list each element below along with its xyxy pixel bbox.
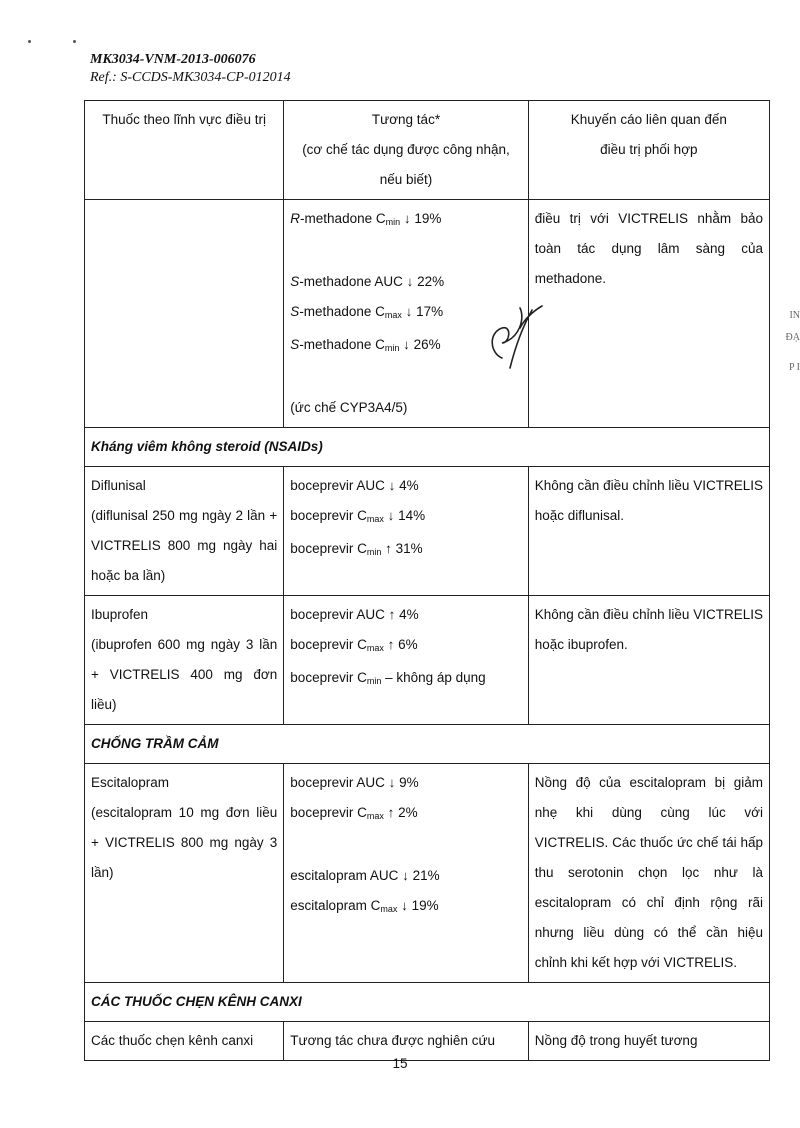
ccb-drug-cell: Các thuốc chẹn kênh canxi (85, 1022, 284, 1061)
escitalopram-drug-cell: Escitalopram (escitalopram 10 mg đơn liều + VICTRELIS 800 mg ngày 3 lần) (85, 764, 284, 983)
diflunisal-recommendation: Không cần điều chỉnh liều VICTRELIS hoặc diflunisal. (528, 467, 769, 596)
section-row-nsaids: Kháng viêm không steroid (NSAIDs) (85, 428, 770, 467)
escitalopram-recommendation: Nồng độ của escitalopram bị giảm nhẹ khi dùng cùng lúc với VICTRELIS. Các thuốc ức chế tái hấp thu serotonin chọn lọc như là escitalopram có chỉ định rộng rãi nhưng liều dùng có thể cần hiệu chỉnh khi kết hợp với VICTRELIS. (528, 764, 769, 983)
methadone-s-cmin: S-methadone $C_{min}$ ↓ 26% (290, 337, 441, 353)
scan-dot (28, 40, 31, 43)
table-header-row (85, 101, 770, 200)
methadone-r-cmin: R-methadone $C_{min}$ ↓ 19% (290, 211, 442, 227)
header-interaction: Tương tác* (cơ chế tác dụng được công nhận, nếu biết) (284, 101, 528, 200)
edge-mark: P I (788, 362, 800, 373)
table-row (85, 467, 770, 596)
methadone-s-cmax: S-methadone $C_{max}$ ↓ 17% (290, 304, 444, 320)
ccb-interaction-cell: Tương tác chưa được nghiên cứu (284, 1022, 528, 1061)
edge-mark: ĐẠ (785, 332, 800, 343)
diflunisal-drug-cell: Diflunisal (diflunisal 250 mg ngày 2 lần + VICTRELIS 800 mg ngày hai hoặc ba lần) (85, 467, 284, 596)
scan-dot (73, 40, 76, 43)
table-row (85, 764, 770, 983)
table-row (85, 596, 770, 725)
methadone-drug-cell (85, 200, 284, 428)
diflunisal-interaction-cell: boceprevir AUC ↓ 4% boceprevir $C_{max}$ ↓ 14% boceprevir $C_{min}$ ↑ 31% (284, 467, 528, 596)
methadone-recommendation: điều trị với VICTRELIS nhằm bảo toàn tác dụng lâm sàng của methadone. (528, 200, 769, 428)
interaction-table (84, 100, 770, 1061)
header-recommendation: Khuyến cáo liên quan đến điều trị phối hợp (528, 101, 769, 200)
document-code: MK3034-VNM-2013-006076 (90, 52, 256, 67)
ibuprofen-drug-cell: Ibuprofen (ibuprofen 600 mg ngày 3 lần + VICTRELIS 400 mg đơn liều) (85, 596, 284, 725)
section-row-ccb: CÁC THUỐC CHẸN KÊNH CANXI (85, 983, 770, 1022)
reference-code: Ref.: S-CCDS-MK3034-CP-012014 (90, 70, 291, 85)
escitalopram-interaction-cell: boceprevir AUC ↓ 9% boceprevir $C_{max}$ ↑ 2% escitalopram AUC ↓ 21% escitalopram $C_{max}$ ↓ 19% (284, 764, 528, 983)
header-drug-class: Thuốc theo lĩnh vực điều trị (85, 101, 284, 200)
handwritten-signature (480, 298, 550, 373)
methadone-s-auc: S-methadone AUC ↓ 22% (290, 274, 445, 289)
methadone-mechanism: (ức chế CYP3A4/5) (290, 400, 408, 415)
page-number: 15 (392, 1056, 408, 1071)
ibuprofen-interaction-cell: boceprevir AUC ↑ 4% boceprevir $C_{max}$ ↑ 6% boceprevir $C_{min}$ – không áp dụng (284, 596, 528, 725)
ccb-recommendation: Nồng độ trong huyết tương (528, 1022, 769, 1061)
section-row-antidepressants: CHỐNG TRẦM CẢM (85, 725, 770, 764)
table-row (85, 1022, 770, 1061)
ibuprofen-recommendation: Không cần điều chỉnh liều VICTRELIS hoặc ibuprofen. (528, 596, 769, 725)
edge-mark: IN (789, 310, 800, 321)
table-row (85, 200, 770, 428)
